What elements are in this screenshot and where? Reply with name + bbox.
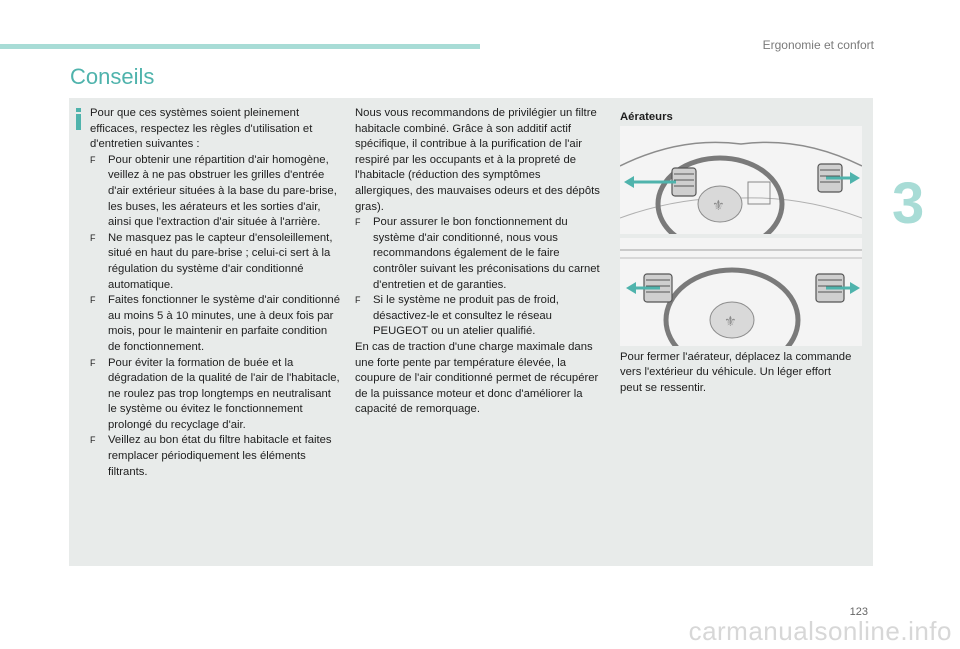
svg-text:⚜: ⚜: [712, 197, 725, 214]
dashboard-illustration: [620, 238, 862, 346]
list-item: F Veillez au bon état du filtre habitacle et faites remplacer périodiquement les éléments filtrants.: [90, 434, 332, 478]
bullet-icon: F: [90, 295, 96, 306]
chapter-number: 3: [892, 171, 925, 236]
dashboard-illustration: [620, 126, 862, 234]
info-icon: [76, 108, 81, 130]
column2-outro: En cas de traction d'une charge maximale dans une forte pente par température élevée, la coupure de l'air conditionné permet de récupérer de la puissance moteur et donc d'améliorer la capacité de remorquage.: [355, 340, 599, 416]
watermark: carmanualsonline.info: [688, 616, 952, 646]
svg-text:⚜: ⚜: [724, 313, 737, 330]
bullet-icon: F: [90, 154, 96, 165]
bullet-icon: F: [90, 232, 96, 243]
list-item: F Faites fonctionner le système d'air conditionné au moins 5 à 10 minutes, une à deux fois par mois, pour le maintenir en parfaite condition de fonctionnement.: [90, 294, 340, 353]
advice-column-2: [355, 106, 601, 418]
dashboard-vents-photo-top: [620, 126, 862, 234]
list-item: F Si le système ne produit pas de froid, désactivez-le et consultez le réseau PEUGEOT ou un atelier qualifié.: [355, 294, 559, 338]
column1-intro: Pour que ces systèmes soient pleinement efficaces, respectez les règles d'utilisation et d'entretien suivantes :: [90, 107, 313, 151]
vents-heading: Aérateurs: [620, 111, 673, 123]
advice-column-1: [90, 106, 340, 480]
vents-caption: Pour fermer l'aérateur, déplacez la commande vers l'extérieur du véhicule. Un léger effort peut se ressentir.: [620, 350, 852, 394]
chapter-title: Ergonomie et confort: [762, 38, 874, 52]
page-number: 123: [849, 606, 868, 618]
list-item: F Pour éviter la formation de buée et la dégradation de la qualité de l'air de l'habitacle, ne roulez pas trop longtemps en neutralisant le système ou évitez le fonctionnement prolongé du recyclage d'air.: [90, 356, 340, 431]
list-item: F Pour assurer le bon fonctionnement du système d'air conditionné, nous vous recommandons également de le faire contrôler suivant les préconisations du carnet d'entretien et de garanties.: [355, 216, 600, 291]
header-accent-bar: [0, 44, 480, 49]
section-title: Conseils: [70, 64, 155, 89]
column2-intro: Nous vous recommandons de privilégier un filtre habitacle combiné. Grâce à son additif actif spécifique, il contribue à la purification de l'air respiré par les occupants et à la propreté de l'habitacle (réduction des symptômes allergiques, des mauvaises odeurs et des dépôts gras).: [355, 107, 600, 213]
list-item: F Ne masquez pas le capteur d'ensoleillement, situé en haut du pare-brise ; celui-ci sert à la régulation du système d'air conditionné automatique.: [90, 231, 333, 291]
advice-column-3: [620, 110, 856, 396]
bullet-icon: F: [355, 295, 361, 306]
bullet-icon: F: [90, 357, 96, 368]
bullet-icon: F: [355, 217, 361, 228]
list-item: F Pour obtenir une répartition d'air homogène, veillez à ne pas obstruer les grilles d'entrée d'air extérieur situées à la base du pare-brise, les buses, les aérateurs et les sorties d'air, ainsi que l'extraction d'air située à l'arrière.: [90, 153, 337, 229]
bullet-icon: F: [90, 435, 96, 446]
dashboard-vents-photo-bottom: [620, 238, 862, 346]
